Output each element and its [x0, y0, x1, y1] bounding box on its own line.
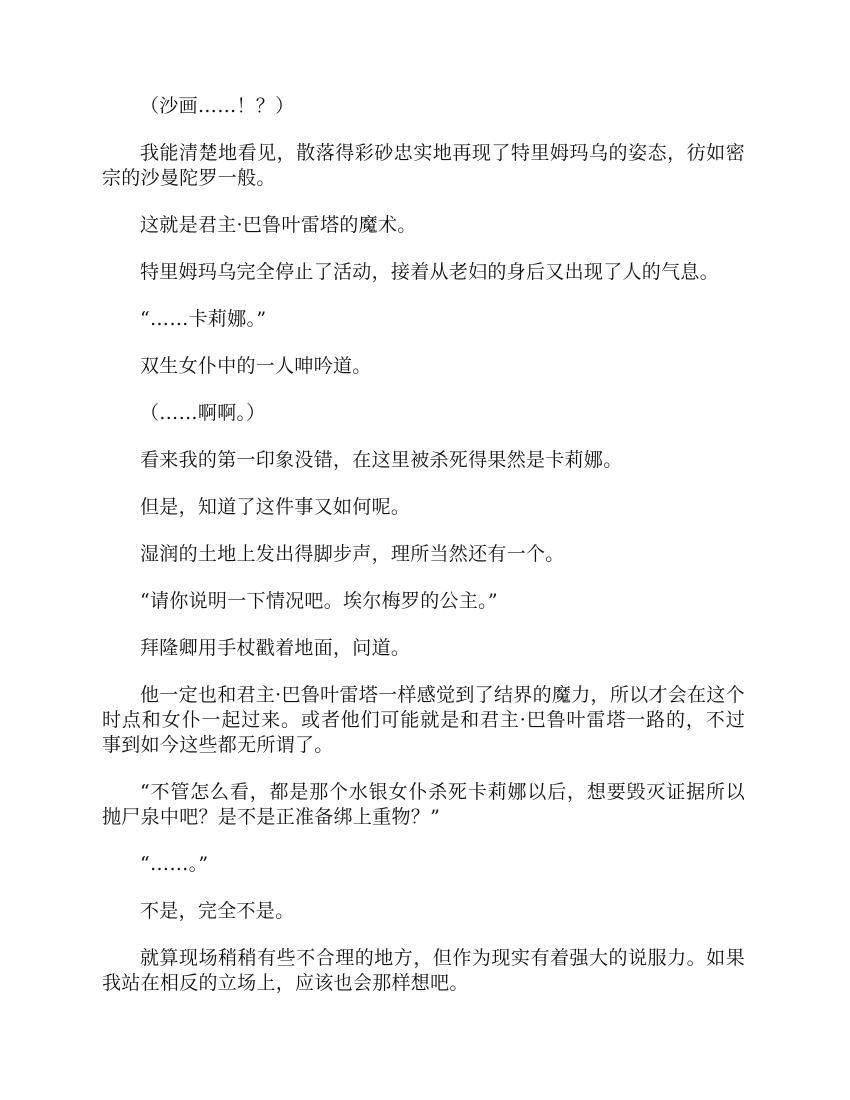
paragraph-not-at-all: 不是，完全不是。	[140, 900, 295, 922]
paragraph-ah: （……啊啊。）	[140, 402, 266, 424]
paragraph-presence: 特里姆玛乌完全停止了活动，接着从老妇的身后又出现了人的气息。	[140, 261, 720, 283]
paragraph-first-impression: 看来我的第一印象没错，在这里被杀死得果然是卡莉娜。	[140, 449, 623, 471]
paragraph-accusation-quote: “不管怎么看，都是那个水银女仆杀死卡莉娜以后，想要毁灭证据所以抛尸泉中吧？是不是正准备绑上重物？”	[102, 781, 745, 828]
paragraph-cane: 拜隆卿用手杖戳着地面，问道。	[140, 637, 411, 659]
paragraph-sand-mandala: 我能清楚地看见，散落得彩砂忠实地再现了特里姆玛乌的姿态，彷如密宗的沙曼陀罗一般。	[102, 142, 745, 189]
document-page	[102, 94, 745, 1018]
paragraph-footsteps: 湿润的土地上发出得脚步声，理所当然还有一个。	[140, 543, 565, 565]
paragraph-persuasive: 就算现场稍稍有些不合理的地方，但作为现实有着强大的说服力。如果我站在相反的立场上，应该也会那样想吧。	[102, 947, 745, 994]
paragraph-maid-moan: 双生女仆中的一人呻吟道。	[140, 355, 372, 377]
paragraph-magecraft: 这就是君主·巴鲁叶雷塔的魔术。	[140, 214, 417, 236]
paragraph-but: 但是，知道了这件事又如何呢。	[140, 496, 411, 518]
paragraph-barrier: 他一定也和君主·巴鲁叶雷塔一样感觉到了结界的魔力，所以才会在这个时点和女仆一起过来。或者他们可能就是和君主·巴鲁叶雷塔一路的，不过事到如今这些都无所谓了。	[102, 684, 745, 756]
paragraph-sand-painting: （沙画……！？）	[140, 95, 295, 117]
paragraph-silence: “……。”	[140, 853, 209, 875]
paragraph-karina-quote: “……卡莉娜。”	[140, 308, 267, 330]
paragraph-explain-quote: “请你说明一下情况吧。埃尔梅罗的公主。”	[140, 590, 498, 612]
